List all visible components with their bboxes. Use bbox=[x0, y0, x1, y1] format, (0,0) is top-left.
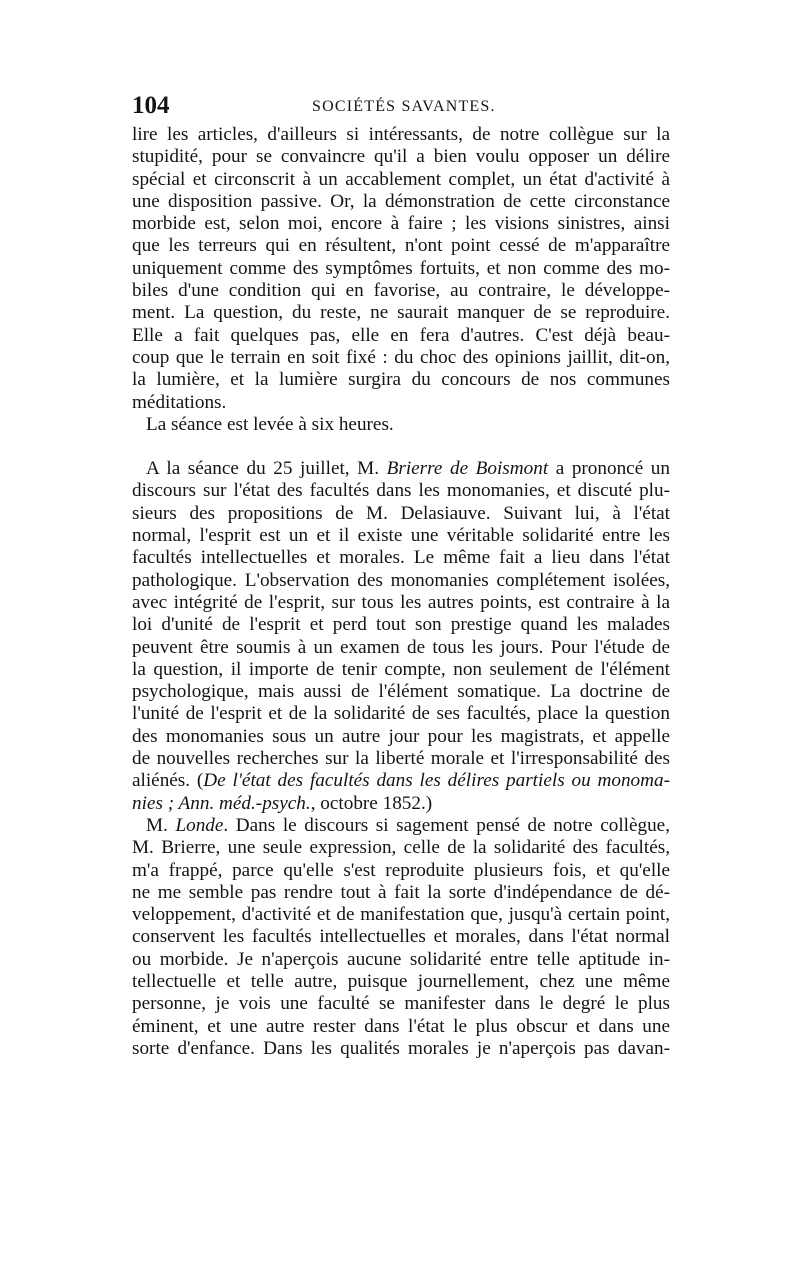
text-line: avec intégrité de l'esprit, sur tous les autres points, est contraire à la bbox=[132, 591, 670, 613]
text-line: sieurs des propositions de M. Delasiauve. Suivant lui, à l'état bbox=[132, 502, 670, 524]
text-line: facultés intellectuelles et morales. Le même fait a lieu dans l'état bbox=[132, 547, 670, 569]
citation-title: De l'état des facultés dans les délires partiels ou monoma- bbox=[203, 770, 670, 792]
citation-line bbox=[132, 770, 670, 792]
text-line: discours sur l'état des facultés dans les monomanies, et discuté plu- bbox=[132, 480, 670, 502]
text-line: coup que le terrain en soit fixé : du choc des opinions jaillit, dit-on, bbox=[132, 346, 670, 368]
speaker-name: Londe bbox=[175, 814, 224, 836]
text-line: éminent, et une autre rester dans l'état le plus obscur et dans une bbox=[132, 1015, 670, 1037]
text-line: morbide est, selon moi, encore à faire ; les visions sinistres, ainsi bbox=[132, 213, 670, 235]
text-line: ment. La question, du reste, ne saurait manquer de se reproduire. bbox=[132, 302, 670, 324]
text-line: la question, il importe de tenir compte, non seulement de l'élément bbox=[132, 658, 670, 680]
running-head: SOCIÉTÉS SAVANTES. bbox=[312, 98, 496, 115]
citation-line bbox=[132, 793, 670, 815]
text-line: que les terreurs qui en résultent, n'ont point cessé de m'apparaître bbox=[132, 235, 670, 257]
body-text bbox=[132, 124, 670, 1060]
text-fragment: M. bbox=[146, 814, 176, 836]
text-line: spécial et circonscrit à un accablement complet, un état d'activité à bbox=[132, 168, 670, 190]
text-line: méditations. bbox=[132, 391, 227, 413]
text-line: Elle a fait quelques pas, elle en fera d'autres. C'est déjà beau- bbox=[132, 324, 670, 346]
text-line: veloppement, d'activité et de manifestation que, jusqu'à certain point, bbox=[132, 904, 670, 926]
text-line: tellectuelle et telle autre, puisque journellement, chez une même bbox=[132, 970, 670, 992]
citation-title: nies ; Ann. méd.-psych. bbox=[132, 792, 311, 814]
text-line: lire les articles, d'ailleurs si intéressants, de notre collègue sur la bbox=[132, 124, 670, 145]
text-line bbox=[132, 458, 670, 480]
page-header bbox=[132, 92, 670, 122]
text-line: peuvent être soumis à un examen de tous les jours. Pour l'étude de bbox=[132, 636, 670, 658]
text-line: normal, l'esprit est un et il existe une véritable solidarité entre les bbox=[132, 525, 670, 547]
text-line: conservent les facultés intellectuelles et morales, dans l'état normal bbox=[132, 926, 670, 948]
text-line: des monomanies sous un autre jour pour les magistrats, et appelle bbox=[132, 725, 670, 747]
text-line: sorte d'enfance. Dans les qualités morales je n'aperçois pas davan- bbox=[132, 1037, 670, 1059]
text-line: m'a frappé, parce qu'elle s'est reproduite plusieurs fois, et qu'elle bbox=[132, 859, 670, 881]
text-fragment: , octobre 1852.) bbox=[310, 792, 433, 814]
text-line: de nouvelles recherches sur la liberté morale et l'irresponsabilité des bbox=[132, 748, 670, 770]
text-fragment: a prononcé un bbox=[548, 458, 670, 480]
seance-close-line: La séance est levée à six heures. bbox=[146, 413, 394, 435]
text-line: l'unité de l'esprit et de la solidarité de ses facultés, place la question bbox=[132, 703, 670, 725]
text-line: pathologique. L'observation des monomanies complétement isolées, bbox=[132, 569, 670, 591]
text-line: loi d'unité de l'esprit et perd tout son prestige quand les malades bbox=[132, 614, 670, 636]
text-line: psychologique, mais aussi de l'élément somatique. La doctrine de bbox=[132, 681, 670, 703]
page-number: 104 bbox=[132, 92, 170, 119]
text-line: stupidité, pour se convaincre qu'il a bien voulu opposer un délire bbox=[132, 146, 670, 168]
text-line: biles d'une condition qui en favorise, au contraire, le développe- bbox=[132, 280, 670, 302]
text-line: personne, je vois une faculté se manifester dans le degré le plus bbox=[132, 993, 670, 1015]
text-fragment: aliénés. ( bbox=[132, 770, 204, 792]
text-line: ne me semble pas rendre tout à fait la sorte d'indépendance de dé- bbox=[132, 881, 670, 903]
text-line: la lumière, et la lumière surgira du concours de nos communes bbox=[132, 369, 670, 391]
person-name: Brierre de Boismont bbox=[386, 458, 549, 480]
text-line: ou morbide. Je n'aperçois aucune solidarité entre telle aptitude in- bbox=[132, 948, 670, 970]
text-line: M. Brierre, une seule expression, celle de la solidarité des facultés, bbox=[132, 837, 670, 859]
text-line: uniquement comme des symptômes fortuits, et non comme des mo- bbox=[132, 257, 670, 279]
text-line bbox=[132, 815, 670, 837]
text-fragment: A la séance du 25 juillet, M. bbox=[146, 458, 387, 480]
section-gap bbox=[132, 436, 670, 458]
text-fragment: . Dans le discours si sagement pensé de notre collègue, bbox=[223, 814, 670, 836]
text-line: une disposition passive. Or, la démonstration de cette circonstance bbox=[132, 190, 670, 212]
